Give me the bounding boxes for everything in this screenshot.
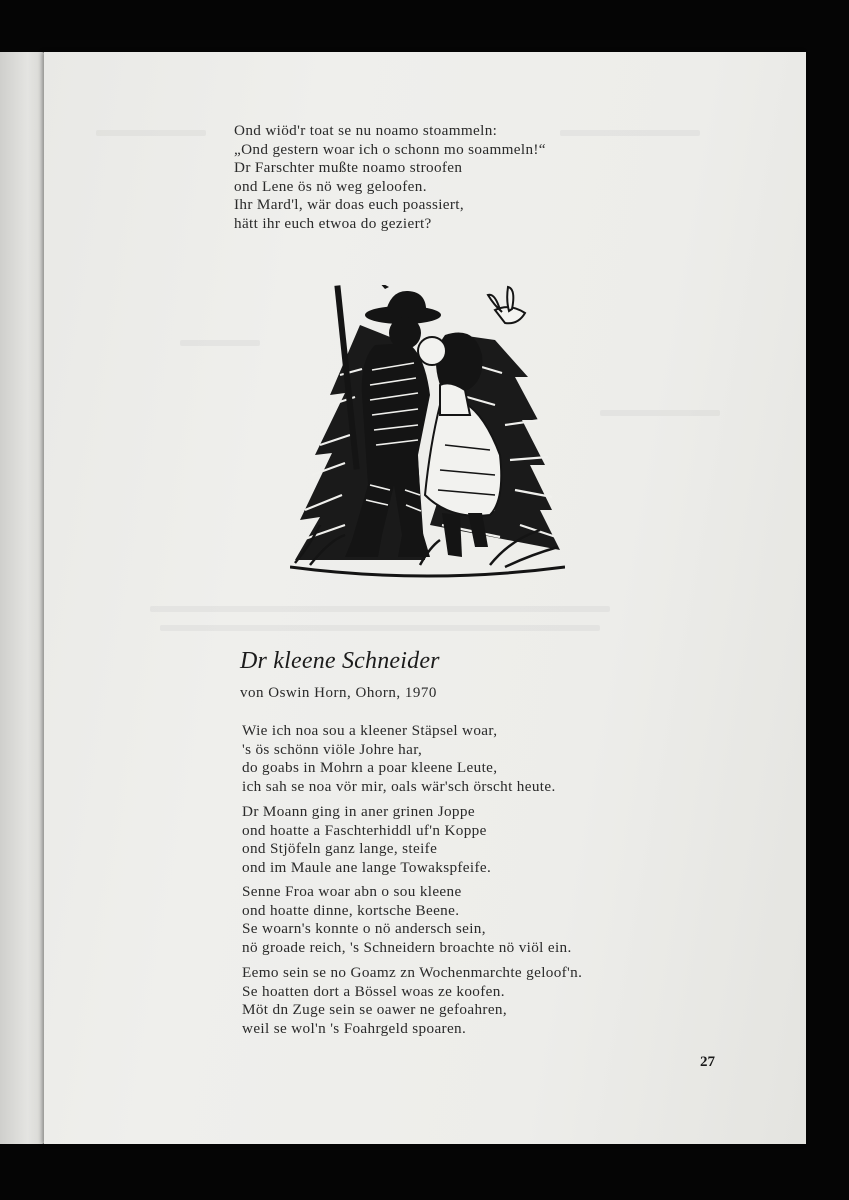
poem-line: Eemo sein se no Goamz zn Wochenmarchte geloof'n. <box>242 964 583 981</box>
poem-line: Se hoatten dort a Bössel woas ze koofen. <box>242 982 505 1000</box>
poem-line: Wie ich noa sou a kleener Stäpsel woar, <box>242 722 498 739</box>
poem-line: Möt dn Zuge sein se oawer ne gefoahren, <box>242 1001 507 1019</box>
poem-line: ond im Maule ane lange Towakspfeife. <box>242 858 492 876</box>
poem-stanza <box>242 722 556 796</box>
poem-line: ond Lene ös nö weg geloofen. <box>234 177 427 195</box>
poem-line: Dr Moann ging in aner grinen Joppe <box>242 803 475 820</box>
poem-line: Ihr Mard'l, wär doas euch poassiert, <box>234 196 465 214</box>
poem-line: Ond wiöd'r toat se nu noamo stoammeln: <box>234 122 498 139</box>
poem-stanza <box>242 964 582 1038</box>
poem-stanza <box>242 883 572 957</box>
poem-stanza <box>242 803 491 877</box>
poem-line: Se woarn's konnte o nö andersch sein, <box>242 920 486 938</box>
poem-line: hätt ihr euch etwoa do geziert? <box>234 214 432 232</box>
poem-line: ond hoatte dinne, kortsche Beene. <box>242 901 460 919</box>
poem-line: weil se wol'n 's Foahrgeld spoaren. <box>242 1019 467 1037</box>
poem-line: ond Stjöfeln ganz lange, steife <box>242 840 438 858</box>
poem-title: Dr kleene Schneider <box>240 648 440 674</box>
poem-line: nö groade reich, 's Schneidern broachte nö viöl ein. <box>242 938 572 956</box>
poem-line: Dr Farschter mußte noamo stroofen <box>234 159 463 177</box>
woodcut-illustration <box>290 285 565 595</box>
poem-line: ich sah se noa vör mir, oals wär'sch örscht heute. <box>242 777 556 795</box>
page-number: 27 <box>700 1054 715 1070</box>
poem-line: do goabs in Mohrn a poar kleene Leute, <box>242 759 498 777</box>
poem-line: ond hoatte a Faschterhiddl uf'n Koppe <box>242 821 487 839</box>
poem-line: Senne Froa woar abn o sou kleene <box>242 883 462 900</box>
facing-page-edge <box>0 52 46 1144</box>
author-line: von Oswin Horn, Ohorn, 1970 <box>240 685 437 701</box>
poem-line: „Ond gestern woar ich o schonn mo soammeln!“ <box>234 140 546 158</box>
poem-line: 's ös schönn viöle Johre har, <box>242 740 423 758</box>
poem-stanza-continued <box>234 122 546 234</box>
